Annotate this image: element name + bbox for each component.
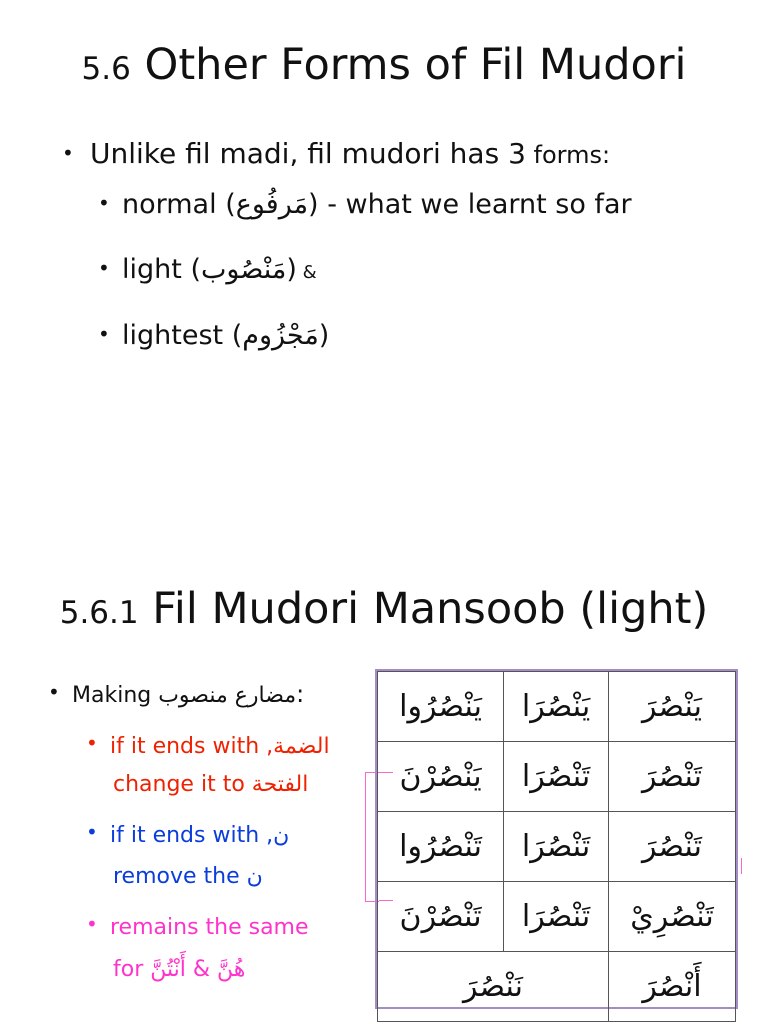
table-cell: تَنْصُرَ xyxy=(608,742,735,812)
table-cell: نَنْصُرَ xyxy=(378,952,609,1022)
rule-text: for xyxy=(113,957,151,982)
bullet-dot: • xyxy=(86,820,98,844)
rule-dhamma xyxy=(86,731,330,759)
bullet-dot: • xyxy=(98,191,110,215)
rule-text: if it ends with xyxy=(110,734,267,759)
edge-mark xyxy=(741,858,744,874)
rule-text: remains the same xyxy=(110,915,309,940)
rule-nun-cont xyxy=(113,864,263,889)
form-item-lightest xyxy=(98,320,329,351)
table-cell: يَنْصُرَ xyxy=(608,672,735,742)
rule-text: change it to xyxy=(113,772,252,797)
table-cell: تَنْصُرِيْ xyxy=(608,882,735,952)
rule-arabic: الفتحة xyxy=(251,772,309,797)
slide2-title-number: 5.6.1 xyxy=(59,595,139,631)
table-cell: يَنْصُرْنَ xyxy=(378,742,504,812)
slide1-title-text: Other Forms of Fil Mudori xyxy=(130,40,687,90)
rule-text: if it ends with xyxy=(110,823,267,848)
forms-intro-text: Unlike fil madi, fil mudori has xyxy=(90,137,509,170)
rule-arabic: ن, xyxy=(266,823,290,848)
bullet-dot: • xyxy=(98,322,110,346)
rule-text: remove the xyxy=(113,864,247,889)
rule-arabic: الضمة, xyxy=(266,734,330,759)
table-cell: أَنْصُرَ xyxy=(608,952,735,1022)
form-item-normal xyxy=(98,189,632,220)
table-row xyxy=(378,672,736,742)
slide2-title-text: Fil Mudori Mansoob (light) xyxy=(138,584,709,634)
bullet-dot: • xyxy=(48,680,60,704)
forms-intro-suffix: forms: xyxy=(525,141,611,169)
making-colon: : xyxy=(296,680,305,708)
table-cell: يَنْصُرُوا xyxy=(378,672,504,742)
bullet-dot: • xyxy=(86,912,98,936)
table-cell: تَنْصُرَا xyxy=(504,882,609,952)
form-arabic: (مَرفُوع) xyxy=(225,189,319,220)
form-suffix: - what we learnt so far xyxy=(318,189,632,220)
rule-same-cont xyxy=(113,957,245,982)
table-cell: تَنْصُرَ xyxy=(608,812,735,882)
bullet-dot: • xyxy=(62,141,74,165)
form-label: normal xyxy=(122,189,217,220)
rule-same xyxy=(86,912,309,940)
table-row xyxy=(378,952,736,1022)
conjugation-table xyxy=(375,669,738,1009)
form-label: light xyxy=(122,254,182,285)
forms-intro-bullet xyxy=(62,137,610,170)
rule-arabic: هُنَّ & أَنْتُنَّ xyxy=(150,957,246,982)
slide2-title xyxy=(0,584,768,634)
form-suffix: & xyxy=(296,262,317,283)
forms-count: 3 xyxy=(508,137,526,170)
form-arabic: (مَجْزُوم) xyxy=(231,320,330,351)
rule-arabic: ن xyxy=(246,864,263,889)
rule-dhamma-cont xyxy=(113,772,308,797)
making-label: Making xyxy=(72,683,159,708)
table-cell: تَنْصُرَا xyxy=(504,742,609,812)
table-row xyxy=(378,882,736,952)
table-cell: تَنْصُرَا xyxy=(504,812,609,882)
form-label: lightest xyxy=(122,320,224,351)
table-cell: يَنْصُرَا xyxy=(504,672,609,742)
form-item-light xyxy=(98,254,317,285)
rule-nun xyxy=(86,820,289,848)
making-arabic: مضارع منصوب xyxy=(158,683,297,708)
table-row xyxy=(378,812,736,882)
slide1-title-number: 5.6 xyxy=(81,51,131,87)
slide1-title xyxy=(0,40,768,90)
table-cell: تَنْصُرْنَ xyxy=(378,882,504,952)
making-bullet xyxy=(48,680,304,708)
form-arabic: (مَنْصُوب) xyxy=(190,254,297,285)
bullet-dot: • xyxy=(98,256,110,280)
table-row xyxy=(378,742,736,812)
bullet-dot: • xyxy=(86,731,98,755)
table-cell: تَنْصُرُوا xyxy=(378,812,504,882)
